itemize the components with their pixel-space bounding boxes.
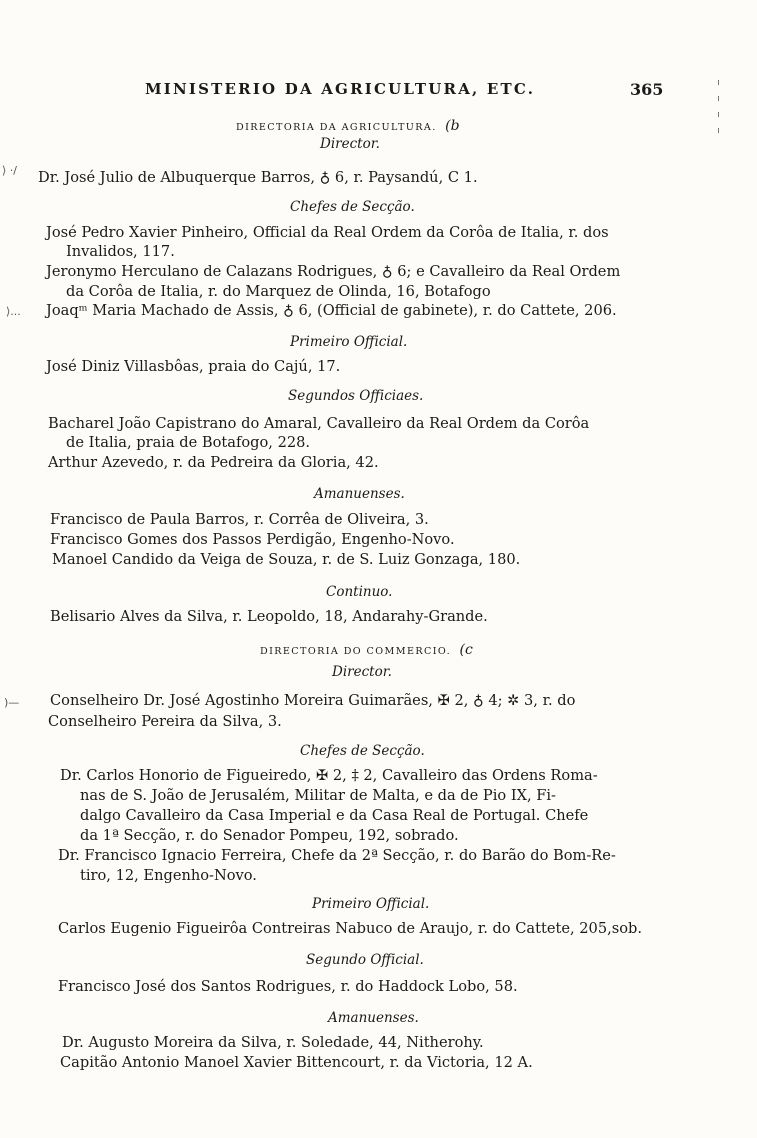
segundo-entry-line: Arthur Azevedo, r. da Pedreira da Gloria, 42. [48,454,379,471]
segundo-entry-line: de Italia, praia de Botafogo, 228. [66,434,311,451]
primeiro-official-heading: Primeiro Official. [312,896,430,912]
section-title-agricultura [236,118,460,134]
chefe-entry-line: Joaqᵐ Maria Machado de Assis, ♁ 6, (Official de gabinete), r. do Cattete, 206. [46,302,617,319]
segundo-official-heading: Segundo Official. [306,952,424,968]
section-mark: (c [459,642,473,658]
chefe-entry-line: da Corôa de Italia, r. do Marquez de Olinda, 16, Botafogo [66,283,491,300]
chefes-heading: Chefes de Secção. [290,199,415,215]
chefe-entry-line: Dr. Francisco Ignacio Ferreira, Chefe da 2ª Secção, r. do Barão do Bom-Re- [58,847,616,864]
director-entry-line: Conselheiro Dr. José Agostinho Moreira Guimarães, ✠ 2, ♁ 4; ✲ 3, r. do [50,692,576,709]
chefe-entry-line: Invalidos, 117. [66,243,175,260]
amanuenses-heading: Amanuenses. [328,1010,419,1026]
margin-annotation: ⟩... [6,305,21,318]
director-entry-line: Conselheiro Pereira da Silva, 3. [48,713,282,730]
page-number: 365 [630,80,664,99]
section-title-text: DIRECTORIA DA AGRICULTURA. [236,122,437,133]
section-title-text: DIRECTORIA DO COMMERCIO. [260,646,452,657]
primeiro-official-heading: Primeiro Official. [290,334,408,350]
chefe-entry-line: dalgo Cavalleiro da Casa Imperial e da Casa Real de Portugal. Chefe [80,807,589,824]
primeiro-official-entry: Carlos Eugenio Figueirôa Contreiras Nabuco de Araujo, r. do Cattete, 205,sob. [58,920,642,937]
amanuense-entry: Capitão Antonio Manoel Xavier Bittencourt, r. da Victoria, 12 A. [60,1054,533,1071]
section-mark: (b [445,118,460,134]
segundo-entry-line: Bacharel João Capistrano do Amaral, Cavalleiro da Real Ordem da Corôa [48,415,590,432]
chefe-entry-line: Jeronymo Herculano de Calazans Rodrigues, ♁ 6; e Cavalleiro da Real Ordem [46,263,621,280]
amanuense-entry: Francisco de Paula Barros, r. Corrêa de Oliveira, 3. [50,511,429,528]
segundos-officiaes-heading: Segundos Officiaes. [288,388,424,404]
director-entry: Dr. José Julio de Albuquerque Barros, ♁ 6, r. Paysandú, C 1. [38,169,478,186]
chefe-entry-line: tiro, 12, Engenho-Novo. [80,867,257,884]
amanuense-entry: Dr. Augusto Moreira da Silva, r. Soledade, 44, Nitherohy. [62,1034,484,1051]
margin-annotation: ⟩ ·/ [2,164,17,177]
director-heading: Director. [320,136,380,152]
chefes-heading: Chefes de Secção. [300,743,425,759]
amanuense-entry: Francisco Gomes dos Passos Perdigão, Engenho-Novo. [50,531,455,548]
margin-annotation: )— [4,696,20,709]
page-header-title: MINISTERIO DA AGRICULTURA, ETC. [145,80,536,98]
section-title-commercio [260,642,473,658]
segundo-official-entry: Francisco José dos Santos Rodrigues, r. do Haddock Lobo, 58. [58,978,518,995]
edge-tick-marks [712,76,724,146]
continuo-entry: Belisario Alves da Silva, r. Leopoldo, 18, Andarahy-Grande. [50,608,488,625]
continuo-heading: Continuo. [326,584,393,600]
chefe-entry-line: José Pedro Xavier Pinheiro, Official da Real Ordem da Corôa de Italia, r. dos [46,224,609,241]
chefe-entry-line: da 1ª Secção, r. do Senador Pompeu, 192, sobrado. [80,827,459,844]
director-heading: Director. [332,664,392,680]
chefe-entry-line: Dr. Carlos Honorio de Figueiredo, ✠ 2, ‡ 2, Cavalleiro das Ordens Roma- [60,767,598,784]
amanuense-entry: Manoel Candido da Veiga de Souza, r. de S. Luiz Gonzaga, 180. [52,551,521,568]
primeiro-official-entry: José Diniz Villasbôas, praia do Cajú, 17. [46,358,341,375]
chefe-entry-line: nas de S. João de Jerusalém, Militar de Malta, e da de Pio IX, Fi- [80,787,556,804]
amanuenses-heading: Amanuenses. [314,486,405,502]
